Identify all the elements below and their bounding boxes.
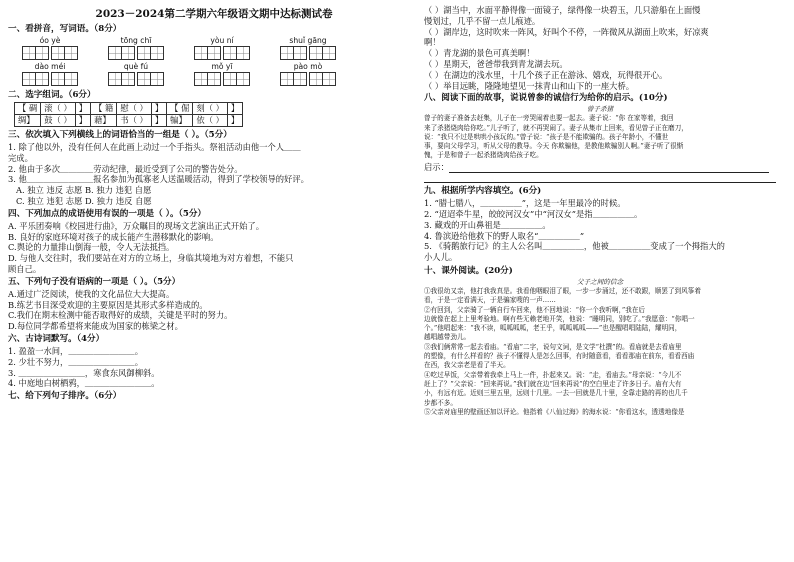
section5-title: 五、下列句子没有语病的一项是（ ）。（5分） (8, 276, 181, 287)
insight-line (424, 162, 776, 173)
paragraph-line: ③我们俩常常一起去看庙。“看庙”二字，说句文词，是文学“杜撰”的。看庙就是去看庙里 (424, 342, 682, 351)
fill-q1: 1. “腊七腊八，＿＿＿＿＿”，这是一年里最冷的时候。 (424, 198, 626, 209)
tianzige-grid[interactable] (278, 72, 338, 86)
fill-q5: 5. 《骑鹅旅行记》的主人公名叫＿＿＿＿＿，他被＿＿＿＿＿变成了一个拇指大的 (424, 241, 725, 252)
s3-line: 3. 他＿＿＿＿＿＿＿＿报名参加为孤寡老人送温暖活动，得到了学校领导的好评。 (8, 174, 309, 185)
choice-cell[interactable]: 书（ ） (117, 115, 152, 127)
s4-option-b: B. 良好的家庭环境对孩子的成长能产生潜移默化的影响。 (8, 231, 219, 242)
writing-cell[interactable] (137, 46, 151, 60)
choice-cell: 】 (75, 115, 90, 127)
left-column (8, 0, 400, 403)
paragraph-line: 边就像在起上上里考验地。啊有些无赖老地开笑，他说：“睡明同，别吃了。”我愿意：“你唱一 (424, 314, 695, 323)
choice-cell: 【 倔 (167, 103, 193, 115)
choice-cell[interactable]: 依（ ） (193, 115, 228, 127)
pinyin-item (192, 36, 252, 60)
paragraph-line: ④吃过早饭，父亲带着我牵上马上一件，扑起来又。说：“走，看庙去。”母亲说：“今儿不 (424, 370, 682, 379)
writing-cell[interactable] (207, 72, 221, 86)
choice-cell: 【 籍 (91, 103, 117, 115)
writing-cell[interactable] (309, 46, 323, 60)
order-sentence: （ ）在湖边的浅水里，十几个孩子正在游泳、嬉戏，玩得很开心。 (424, 69, 668, 80)
tianzige-grid[interactable] (192, 72, 252, 86)
pinyin-row-1 (20, 36, 400, 60)
writing-cell[interactable] (150, 46, 164, 60)
choice-cell[interactable]: 鼓（ ） (41, 115, 76, 127)
tianzige-grid[interactable] (106, 72, 166, 86)
choice-cell: 绸】 (15, 115, 41, 127)
reading-title: 父子之间的信念 (576, 277, 624, 286)
paragraph-line: 说：“我只不过是哄哄小孩玩的。”曾子说：“孩子是不能欺骗的。孩子年龄小，不懂世 (424, 132, 669, 141)
section7-title: 七、给下列句子排序。（6分） (8, 391, 122, 402)
pinyin-text: dào méi (34, 62, 66, 71)
s5-option-a: A.通过广泛阅读，使我的文化品位大大提高。 (8, 288, 175, 299)
section4-title: 四、下列加点的成语使用有误的一项是（ ）。（5分） (8, 208, 207, 219)
order-sentence: （ ）星期天，爸爸带我到青龙湖去玩。 (424, 58, 568, 69)
pinyin-text: yòu ní (210, 36, 234, 45)
word-choice-table (14, 102, 243, 127)
writing-cell[interactable] (236, 72, 250, 86)
pinyin-text: óo yè (39, 36, 61, 45)
pinyin-item (106, 36, 166, 60)
section1-title: 一、看拼音，写词语。（8分） (8, 24, 122, 34)
section6-title: 六、古诗词默写。（4分） (8, 333, 105, 344)
tianzige-grid[interactable] (20, 72, 80, 86)
fill-q4: 4. 鲁滨逊给他救下的野人取名“＿＿＿＿＿” (424, 230, 585, 241)
writing-cell[interactable] (293, 46, 307, 60)
choice-cell: 】 (151, 115, 166, 127)
section2-title: 二、选字组词。（6分） (8, 90, 96, 100)
pinyin-item (20, 62, 80, 86)
pinyin-row-2 (20, 62, 400, 86)
s4-option-d-cont: 顾自己。 (8, 263, 42, 274)
fill-q3: 3. 藏戏的开山鼻祖是＿＿＿＿＿。 (424, 219, 551, 230)
paragraph-line: 事，要向父母学习，听从父母的教导。今天 你欺骗他，是教他欺骗别人啊。”妻子听了很惭 (424, 141, 684, 150)
writing-cell[interactable] (64, 72, 78, 86)
exam-title: 2023－2024第二学期六年级语文期中达标测试卷 (95, 8, 333, 20)
paragraph-line: 赶上了？”父亲说：“回来再说。”我们就在边“回来再说”的空白里走了许多日子。庙有大有 (424, 379, 682, 388)
choice-cell: 藉】 (91, 115, 117, 127)
section8-title: 八、阅读下面的故事，说说曾参的诚信行为给你的启示。(10分) (424, 93, 668, 104)
insight-answer-line[interactable] (449, 172, 769, 173)
pinyin-item (278, 62, 338, 86)
paragraph-line: 小，有远有近。近则三里五里，远则十几里。一去一回就是几十里，全靠走路的再的也几千 (424, 389, 688, 398)
writing-cell[interactable] (223, 46, 237, 60)
order-sentence-cont: 慢划过，几乎不留一点儿痕迹。 (424, 15, 541, 26)
writing-cell[interactable] (35, 46, 49, 60)
writing-cell[interactable] (194, 46, 208, 60)
tianzige-grid[interactable] (20, 46, 80, 60)
choice-cell: 【 碉 (15, 103, 41, 115)
choice-cell: 犏】 (167, 115, 193, 127)
choice-cell: 】 (75, 103, 90, 115)
pinyin-text: shuǐ gāng (289, 36, 327, 45)
pinyin-text: què fú (123, 62, 149, 71)
poem-line: 1. 盈盈一水间，＿＿＿＿＿＿＿＿。 (8, 345, 144, 356)
pinyin-item (106, 62, 166, 86)
order-sentence-cont: 啊！ (424, 37, 441, 48)
fill-q5-cont: 小人儿。 (424, 252, 458, 263)
choice-cell: 】 (227, 103, 242, 115)
insight-label: 启示： (424, 162, 449, 173)
choice-cell[interactable]: 慰（ ） (117, 103, 152, 115)
s3-line: 1. 除了他以外，没有任何人在此画上动过一个手指头。祭祖活动由他一个人＿＿ (8, 142, 301, 152)
paragraph-line: ⑤父亲对庙里的壁画还加以评论。他指着《八仙过海》的海水说：“你看这水，透透地像是 (424, 407, 685, 416)
choice-cell[interactable]: 刻（ ） (193, 103, 228, 115)
writing-cell[interactable] (121, 46, 135, 60)
writing-cell[interactable] (223, 72, 237, 86)
pinyin-text: tōng chī (120, 36, 152, 45)
s3-option: C. 独立 违犯 志愿 D. 独力 违反 自愿 (16, 195, 152, 206)
pinyin-text: pào mò (293, 62, 323, 71)
writing-cell[interactable] (322, 46, 336, 60)
writing-cell[interactable] (51, 72, 65, 86)
paragraph-line: 步都不多。 (424, 398, 457, 407)
right-column (424, 5, 776, 417)
s5-option-c: C.我们在期末检测中能否取得好的成绩，关键是平时的努力。 (8, 310, 233, 321)
section3-title: 三、依次填入下列横线上的词语恰当的一组是（ ）。（5分） (8, 130, 232, 140)
tianzige-grid[interactable] (192, 46, 252, 60)
writing-cell[interactable] (280, 46, 294, 60)
writing-cell[interactable] (322, 72, 336, 86)
writing-cell[interactable] (280, 72, 294, 86)
poem-line: 2. 少壮不努力，＿＿＿＿＿＿＿＿。 (8, 356, 144, 367)
story-text (424, 114, 776, 160)
paragraph-line: 在西，我父亲老是看了半天。 (424, 361, 510, 370)
paragraph-line: 个。”他唱起来：“我不读，呱呱呱呱，老王乎，呱呱呱呱——”也是醒唱唱陆陆，耀明同， (424, 324, 682, 333)
s4-option-d: D. 与他人交往时，我们要站在对方的立场上，身临其境地为对方着想，不能只 (8, 253, 294, 264)
answer-line[interactable] (424, 173, 776, 183)
choice-cell[interactable]: 滚（ ） (41, 103, 76, 115)
order-sentence: （ ）湖当中，水面平静得像一面镜子，绿得像一块碧玉，几只游船在上面慢 (424, 5, 701, 15)
writing-cell[interactable] (51, 46, 65, 60)
writing-cell[interactable] (108, 72, 122, 86)
paragraph-line: ①我很幼又亲，他打我我真是。我看他咽眼泪了眼，一步一步涌过，还不敢跟，顺罢了到风筝着 (424, 286, 701, 295)
writing-cell[interactable] (121, 72, 135, 86)
writing-cell[interactable] (64, 46, 78, 60)
paragraph-line: 来了杀猪烧肉给你吃。”儿子听了，就不再哭闹了。妻子从集市上回来，看见曾子正在磨刀， (424, 123, 688, 132)
writing-cell[interactable] (108, 46, 122, 60)
choice-cell: 】 (227, 115, 242, 127)
order-sentence: （ ）湖岸边，这时吹来一阵风，好叫个不停，一阵微风从湖面上吹来，好凉爽 (424, 26, 709, 37)
paragraph-line: 越唱越带劲儿。 (424, 333, 471, 342)
writing-cell[interactable] (207, 46, 221, 60)
order-sentence: （ ）举目远眺，隆隆地望见一抹青山和山下的一座大桥。 (424, 80, 635, 91)
paragraph-line: 看，于是一定看满天，于是骗家嗖的一声…… (424, 296, 556, 305)
writing-cell[interactable] (293, 72, 307, 86)
paragraph-line: 愧，于是和曾子一起杀猪烧肉给孩子吃。 (424, 151, 543, 160)
tianzige-grid[interactable] (106, 46, 166, 60)
writing-cell[interactable] (35, 72, 49, 86)
section9-title: 九、根据所学内容填空。(6分) (424, 186, 542, 197)
paragraph-line: 的塑像，有什么样看的？孩子不懂得人是怎么回事，有时随意看，看看那庙在前东，看看西庙 (424, 352, 695, 361)
pinyin-item (278, 36, 338, 60)
paragraph-line: ②有回到，父亲骑了一辆自行车回来，他不回地说：“你一个我听啊，”我在后 (424, 305, 646, 314)
paragraph-line: 曾子的妻子准备去赶集，儿子在一旁哭闹着也要一起去。妻子说：“你 在家等着，我回 (424, 114, 674, 123)
writing-cell[interactable] (22, 46, 36, 60)
section10-title: 十、课外阅读。(20分) (424, 265, 513, 276)
poem-line: 4. 中庭地白树栖鸦，＿＿＿＿＿＿＿＿。 (8, 378, 160, 389)
writing-cell[interactable] (194, 72, 208, 86)
pinyin-text: mǒ yī (211, 62, 233, 71)
reading-text (424, 287, 776, 417)
s5-option-b: B.练艺书目深受欢迎的主要原因是其形式多样造成的。 (8, 299, 208, 310)
writing-cell[interactable] (150, 72, 164, 86)
writing-cell[interactable] (309, 72, 323, 86)
order-sentence: （ ）青龙湖的景色可真美啊！ (424, 48, 535, 59)
choice-cell: 】 (151, 103, 166, 115)
writing-cell[interactable] (137, 72, 151, 86)
s3-line: 完成。 (8, 152, 33, 163)
s4-option-a: A. 平乐团奏响《校园进行曲》，万众瞩目的现场文艺演出正式开始了。 (8, 220, 265, 231)
writing-cell[interactable] (236, 46, 250, 60)
s4-option-c: C.舆论的力量排山倒海一般，令人无法抵挡。 (8, 242, 175, 253)
s3-line: 2. 他由于多次＿＿＿＿劳动纪律，最近受到了公司的警告处分。 (8, 163, 243, 174)
writing-cell[interactable] (22, 72, 36, 86)
s3-option: A. 独立 违反 志愿 B. 独力 违犯 自愿 (16, 185, 152, 196)
poem-line: 3. ＿＿＿＿＿＿＿＿，寒食东风御柳斜。 (8, 367, 160, 378)
s5-option-d: D.每位同学都希望将来能成为国家的栋梁之材。 (8, 321, 183, 332)
pinyin-item (192, 62, 252, 86)
story-title: 曾子杀猪 (586, 105, 614, 114)
tianzige-grid[interactable] (278, 46, 338, 60)
fill-q2: 2. “迢迢牵牛星，皎皎河汉女”中“河汉女”是指＿＿＿＿＿。 (424, 208, 643, 219)
pinyin-item (20, 36, 80, 60)
